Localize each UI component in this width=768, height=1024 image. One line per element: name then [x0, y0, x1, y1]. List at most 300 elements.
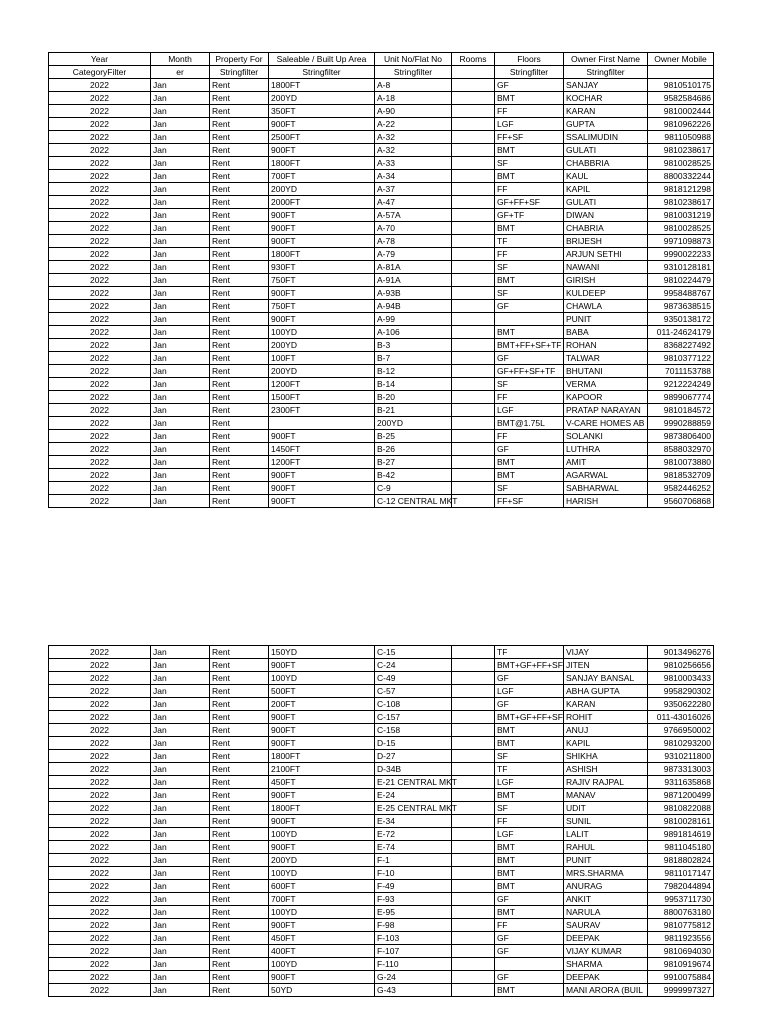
cell-owner-mobile: 9958290302 [648, 685, 714, 698]
cell-owner-name: SANJAY [564, 79, 648, 92]
cell-unit-no: B-27 [375, 456, 452, 469]
header-owner-mobile: Owner Mobile [648, 53, 714, 66]
table-row [49, 79, 714, 92]
cell-owner-name: KAPIL [564, 737, 648, 750]
table-row [49, 698, 714, 711]
cell-property-for: Rent [210, 971, 269, 984]
cell-property-for: Rent [210, 880, 269, 893]
cell-owner-mobile: 9811923556 [648, 932, 714, 945]
cell-unit-no: F-98 [375, 919, 452, 932]
cell-year: 2022 [49, 984, 151, 997]
cell-property-for: Rent [210, 352, 269, 365]
cell-owner-name: PUNIT [564, 854, 648, 867]
header-owner-name: Stringfilter [564, 66, 648, 79]
cell-rooms [452, 261, 495, 274]
cell-rooms [452, 776, 495, 789]
cell-rooms [452, 326, 495, 339]
cell-owner-mobile: 9810073880 [648, 456, 714, 469]
cell-year: 2022 [49, 906, 151, 919]
cell-floors: BMT+GF+FF+SF [495, 659, 564, 672]
cell-unit-no: F-1 [375, 854, 452, 867]
cell-owner-name: PRATAP NARAYAN [564, 404, 648, 417]
cell-owner-name: RAJIV RAJPAL [564, 776, 648, 789]
cell-property-for: Rent [210, 92, 269, 105]
cell-rooms [452, 698, 495, 711]
cell-area: 1800FT [269, 750, 375, 763]
cell-owner-name: SAURAV [564, 919, 648, 932]
cell-property-for: Rent [210, 711, 269, 724]
cell-floors: SF [495, 157, 564, 170]
cell-year: 2022 [49, 300, 151, 313]
cell-floors: BMT [495, 854, 564, 867]
cell-rooms [452, 495, 495, 508]
table-row [49, 958, 714, 971]
cell-area: 200YD [269, 92, 375, 105]
cell-owner-mobile: 9560706868 [648, 495, 714, 508]
cell-rooms [452, 482, 495, 495]
cell-month: Jan [151, 157, 210, 170]
cell-month: Jan [151, 365, 210, 378]
cell-owner-name: ABHA GUPTA [564, 685, 648, 698]
cell-owner-name: ANUJ [564, 724, 648, 737]
cell-owner-mobile: 011-43016026 [648, 711, 714, 724]
cell-floors: SF [495, 482, 564, 495]
cell-unit-no: B-7 [375, 352, 452, 365]
table-row [49, 144, 714, 157]
cell-year: 2022 [49, 391, 151, 404]
cell-floors: BMT+GF+FF+SF [495, 711, 564, 724]
table-row [49, 828, 714, 841]
cell-month: Jan [151, 984, 210, 997]
cell-owner-name: BABA [564, 326, 648, 339]
table-row [49, 157, 714, 170]
cell-floors: BMT [495, 984, 564, 997]
table-row [49, 105, 714, 118]
table-row [49, 430, 714, 443]
cell-owner-name: SSALIMUDIN [564, 131, 648, 144]
cell-unit-no: D-34B [375, 763, 452, 776]
cell-property-for: Rent [210, 698, 269, 711]
cell-floors: LGF [495, 685, 564, 698]
cell-rooms [452, 828, 495, 841]
cell-property-for: Rent [210, 776, 269, 789]
cell-owner-name: JITEN [564, 659, 648, 672]
cell-area: 1200FT [269, 456, 375, 469]
cell-unit-no: A-99 [375, 313, 452, 326]
cell-area: 1800FT [269, 802, 375, 815]
cell-year: 2022 [49, 750, 151, 763]
cell-area: 2100FT [269, 763, 375, 776]
cell-year: 2022 [49, 932, 151, 945]
cell-area: 900FT [269, 430, 375, 443]
cell-year: 2022 [49, 802, 151, 815]
table-row [49, 672, 714, 685]
cell-area: 100YD [269, 958, 375, 971]
cell-area: 600FT [269, 880, 375, 893]
cell-rooms [452, 339, 495, 352]
cell-rooms [452, 417, 495, 430]
cell-area: 200YD [269, 365, 375, 378]
cell-owner-mobile: 9953711730 [648, 893, 714, 906]
cell-area: 1500FT [269, 391, 375, 404]
cell-area: 100YD [269, 672, 375, 685]
cell-month: Jan [151, 378, 210, 391]
cell-floors: LGF [495, 776, 564, 789]
cell-unit-no: E-34 [375, 815, 452, 828]
cell-unit-no: E-95 [375, 906, 452, 919]
table-row [49, 724, 714, 737]
cell-owner-name: MANI ARORA (BUIL [564, 984, 648, 997]
cell-area: 900FT [269, 495, 375, 508]
cell-area: 100YD [269, 867, 375, 880]
table-row [49, 118, 714, 131]
cell-area: 150YD [269, 646, 375, 659]
cell-month: Jan [151, 659, 210, 672]
cell-month: Jan [151, 919, 210, 932]
cell-year: 2022 [49, 92, 151, 105]
cell-unit-no: 200YD [375, 417, 452, 430]
cell-rooms [452, 391, 495, 404]
header-row [49, 53, 714, 66]
cell-unit-no: A-94B [375, 300, 452, 313]
cell-rooms [452, 737, 495, 750]
cell-property-for: Rent [210, 495, 269, 508]
cell-year: 2022 [49, 646, 151, 659]
cell-owner-name: GUPTA [564, 118, 648, 131]
cell-month: Jan [151, 750, 210, 763]
cell-unit-no: E-74 [375, 841, 452, 854]
cell-rooms [452, 789, 495, 802]
table-row [49, 893, 714, 906]
cell-year: 2022 [49, 378, 151, 391]
header-property-for: Stringfilter [210, 66, 269, 79]
cell-year: 2022 [49, 443, 151, 456]
cell-unit-no: D-15 [375, 737, 452, 750]
cell-floors: GF [495, 443, 564, 456]
cell-area: 1800FT [269, 248, 375, 261]
cell-owner-mobile: 8800332244 [648, 170, 714, 183]
cell-owner-name: SUNIL [564, 815, 648, 828]
cell-owner-mobile: 8368227492 [648, 339, 714, 352]
cell-property-for: Rent [210, 919, 269, 932]
cell-year: 2022 [49, 854, 151, 867]
cell-floors: SF [495, 802, 564, 815]
cell-unit-no: A-37 [375, 183, 452, 196]
cell-property-for: Rent [210, 750, 269, 763]
cell-property-for: Rent [210, 391, 269, 404]
cell-owner-name: MRS.SHARMA [564, 867, 648, 880]
cell-area: 200FT [269, 698, 375, 711]
table-row [49, 404, 714, 417]
cell-property-for: Rent [210, 815, 269, 828]
cell-owner-name: KARAN [564, 698, 648, 711]
cell-floors: GF [495, 698, 564, 711]
cell-owner-mobile: 9810822088 [648, 802, 714, 815]
table-row [49, 313, 714, 326]
table-row [49, 815, 714, 828]
cell-owner-name: SABHARWAL [564, 482, 648, 495]
header-year: CategoryFilter [49, 66, 151, 79]
cell-year: 2022 [49, 404, 151, 417]
cell-owner-name: MANAV [564, 789, 648, 802]
cell-owner-name: AGARWAL [564, 469, 648, 482]
cell-month: Jan [151, 469, 210, 482]
cell-unit-no: C-9 [375, 482, 452, 495]
cell-owner-mobile: 9910075884 [648, 971, 714, 984]
cell-owner-mobile: 9310211800 [648, 750, 714, 763]
table-row [49, 711, 714, 724]
cell-property-for: Rent [210, 893, 269, 906]
cell-year: 2022 [49, 495, 151, 508]
cell-rooms [452, 724, 495, 737]
cell-month: Jan [151, 170, 210, 183]
cell-property-for: Rent [210, 841, 269, 854]
cell-month: Jan [151, 958, 210, 971]
cell-unit-no: F-93 [375, 893, 452, 906]
cell-rooms [452, 144, 495, 157]
cell-unit-no: C-108 [375, 698, 452, 711]
cell-unit-no: E-25 CENTRAL MKT [375, 802, 452, 815]
cell-month: Jan [151, 802, 210, 815]
cell-owner-name: BHUTANI [564, 365, 648, 378]
cell-rooms [452, 430, 495, 443]
cell-year: 2022 [49, 352, 151, 365]
cell-year: 2022 [49, 274, 151, 287]
cell-unit-no: A-32 [375, 131, 452, 144]
cell-owner-name: DEEPAK [564, 971, 648, 984]
cell-unit-no: C-49 [375, 672, 452, 685]
cell-floors: GF [495, 945, 564, 958]
cell-area: 2500FT [269, 131, 375, 144]
cell-month: Jan [151, 685, 210, 698]
cell-rooms [452, 222, 495, 235]
cell-property-for: Rent [210, 326, 269, 339]
cell-owner-mobile: 9810028161 [648, 815, 714, 828]
cell-property-for: Rent [210, 724, 269, 737]
table-row [49, 854, 714, 867]
cell-year: 2022 [49, 893, 151, 906]
cell-floors: BMT [495, 880, 564, 893]
cell-rooms [452, 893, 495, 906]
cell-year: 2022 [49, 469, 151, 482]
cell-month: Jan [151, 789, 210, 802]
cell-year: 2022 [49, 287, 151, 300]
cell-floors: FF [495, 919, 564, 932]
cell-rooms [452, 906, 495, 919]
cell-owner-name: TALWAR [564, 352, 648, 365]
cell-rooms [452, 352, 495, 365]
cell-year: 2022 [49, 672, 151, 685]
cell-rooms [452, 971, 495, 984]
table-row [49, 906, 714, 919]
cell-year: 2022 [49, 815, 151, 828]
cell-rooms [452, 711, 495, 724]
cell-owner-name: KOCHAR [564, 92, 648, 105]
header-floors: Floors [495, 53, 564, 66]
cell-area: 700FT [269, 170, 375, 183]
cell-month: Jan [151, 144, 210, 157]
cell-area: 1200FT [269, 378, 375, 391]
cell-floors: FF [495, 815, 564, 828]
table-row [49, 183, 714, 196]
cell-rooms [452, 841, 495, 854]
cell-month: Jan [151, 391, 210, 404]
cell-month: Jan [151, 763, 210, 776]
cell-property-for: Rent [210, 789, 269, 802]
cell-area: 750FT [269, 274, 375, 287]
cell-property-for: Rent [210, 209, 269, 222]
cell-owner-mobile: 9810224479 [648, 274, 714, 287]
table-row [49, 469, 714, 482]
cell-rooms [452, 750, 495, 763]
table-row [49, 932, 714, 945]
cell-property-for: Rent [210, 828, 269, 841]
cell-area: 100YD [269, 326, 375, 339]
cell-unit-no: A-33 [375, 157, 452, 170]
cell-area: 1800FT [269, 157, 375, 170]
cell-rooms [452, 880, 495, 893]
cell-owner-mobile: 9990288859 [648, 417, 714, 430]
cell-floors: GF [495, 672, 564, 685]
cell-owner-mobile: 9891814619 [648, 828, 714, 841]
table-row [49, 326, 714, 339]
cell-month: Jan [151, 711, 210, 724]
cell-year: 2022 [49, 365, 151, 378]
cell-owner-mobile: 9818532709 [648, 469, 714, 482]
table-row [49, 919, 714, 932]
cell-area: 400FT [269, 945, 375, 958]
cell-month: Jan [151, 698, 210, 711]
cell-owner-mobile: 9810510175 [648, 79, 714, 92]
cell-month: Jan [151, 841, 210, 854]
cell-owner-name: GULATI [564, 144, 648, 157]
table-row [49, 495, 714, 508]
cell-owner-mobile: 7982044894 [648, 880, 714, 893]
cell-owner-name: NARULA [564, 906, 648, 919]
cell-unit-no: F-10 [375, 867, 452, 880]
cell-unit-no: G-24 [375, 971, 452, 984]
cell-floors: BMT [495, 469, 564, 482]
cell-month: Jan [151, 776, 210, 789]
cell-property-for: Rent [210, 261, 269, 274]
cell-year: 2022 [49, 183, 151, 196]
cell-month: Jan [151, 443, 210, 456]
cell-month: Jan [151, 287, 210, 300]
cell-unit-no: B-25 [375, 430, 452, 443]
table-row [49, 482, 714, 495]
table-row [49, 261, 714, 274]
cell-floors: FF+SF [495, 131, 564, 144]
cell-floors: GF [495, 971, 564, 984]
cell-area: 900FT [269, 222, 375, 235]
cell-rooms [452, 313, 495, 326]
cell-floors: TF [495, 235, 564, 248]
cell-owner-name: AMIT [564, 456, 648, 469]
cell-rooms [452, 815, 495, 828]
cell-owner-mobile: 9873638515 [648, 300, 714, 313]
table-row [49, 222, 714, 235]
table-row [49, 737, 714, 750]
cell-owner-mobile: 9818802824 [648, 854, 714, 867]
cell-area: 2300FT [269, 404, 375, 417]
cell-floors: BMT [495, 144, 564, 157]
cell-owner-mobile: 9810962226 [648, 118, 714, 131]
cell-rooms [452, 854, 495, 867]
cell-rooms [452, 170, 495, 183]
cell-area: 200YD [269, 854, 375, 867]
cell-owner-mobile: 8588032970 [648, 443, 714, 456]
cell-month: Jan [151, 906, 210, 919]
cell-property-for: Rent [210, 958, 269, 971]
cell-owner-name: SHARMA [564, 958, 648, 971]
cell-unit-no: E-72 [375, 828, 452, 841]
cell-property-for: Rent [210, 404, 269, 417]
cell-year: 2022 [49, 209, 151, 222]
cell-floors: SF [495, 261, 564, 274]
cell-property-for: Rent [210, 906, 269, 919]
cell-month: Jan [151, 92, 210, 105]
table-row [49, 365, 714, 378]
cell-floors: BMT [495, 789, 564, 802]
cell-floors: BMT [495, 274, 564, 287]
cell-owner-mobile: 8800763180 [648, 906, 714, 919]
cell-owner-mobile: 9818121298 [648, 183, 714, 196]
cell-unit-no: B-21 [375, 404, 452, 417]
table-row [49, 274, 714, 287]
cell-floors: BMT [495, 456, 564, 469]
cell-year: 2022 [49, 945, 151, 958]
cell-unit-no: C-57 [375, 685, 452, 698]
cell-floors: BMT+FF+SF+TF [495, 339, 564, 352]
cell-year: 2022 [49, 157, 151, 170]
cell-area: 900FT [269, 789, 375, 802]
cell-unit-no: A-93B [375, 287, 452, 300]
table-row [49, 763, 714, 776]
cell-rooms [452, 365, 495, 378]
cell-unit-no: A-79 [375, 248, 452, 261]
cell-owner-mobile: 9810293200 [648, 737, 714, 750]
cell-property-for: Rent [210, 659, 269, 672]
cell-unit-no: F-103 [375, 932, 452, 945]
cell-month: Jan [151, 339, 210, 352]
cell-unit-no: C-24 [375, 659, 452, 672]
cell-rooms [452, 378, 495, 391]
cell-month: Jan [151, 430, 210, 443]
cell-month: Jan [151, 300, 210, 313]
table-row [49, 456, 714, 469]
cell-year: 2022 [49, 958, 151, 971]
cell-owner-name: KAUL [564, 170, 648, 183]
cell-rooms [452, 958, 495, 971]
cell-unit-no: E-24 [375, 789, 452, 802]
cell-month: Jan [151, 79, 210, 92]
cell-property-for: Rent [210, 183, 269, 196]
cell-year: 2022 [49, 339, 151, 352]
table-row [49, 235, 714, 248]
cell-rooms [452, 105, 495, 118]
cell-unit-no: C-157 [375, 711, 452, 724]
cell-owner-mobile: 9013496276 [648, 646, 714, 659]
cell-area: 900FT [269, 919, 375, 932]
header-floors: Stringfilter [495, 66, 564, 79]
cell-month: Jan [151, 404, 210, 417]
cell-rooms [452, 235, 495, 248]
header-month: Month [151, 53, 210, 66]
filter-row [49, 66, 714, 79]
cell-property-for: Rent [210, 131, 269, 144]
cell-unit-no: A-90 [375, 105, 452, 118]
listing-table-1-body [49, 53, 714, 508]
